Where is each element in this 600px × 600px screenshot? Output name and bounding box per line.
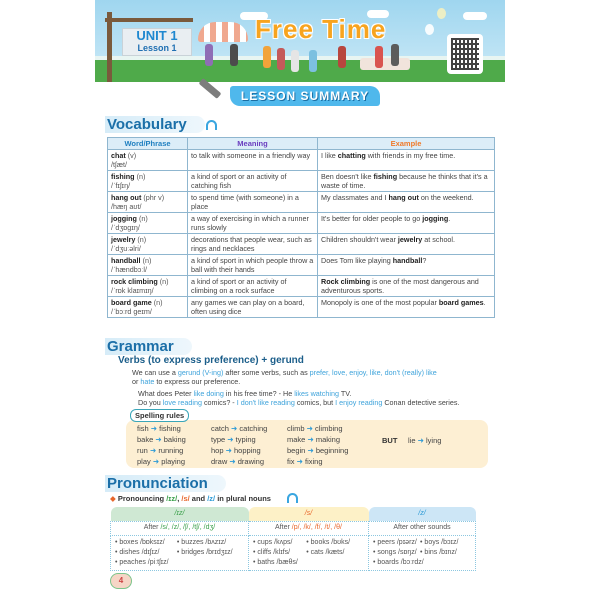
- table-row: [108, 213, 495, 234]
- balloon-icon: [437, 8, 446, 19]
- meaning-cell: a way of exercising in which a runner runs slowly: [188, 213, 318, 234]
- column-header-z: /z/: [369, 507, 476, 521]
- column-header-s: /s/: [249, 507, 369, 521]
- table-row: [108, 150, 495, 171]
- umbrella-illustration: [198, 22, 248, 42]
- table-row: [108, 276, 495, 297]
- meaning-cell: a kind of sport or an activity of climbing on a rock surface: [188, 276, 318, 297]
- arrow-right-icon: ➜: [150, 424, 158, 433]
- example-word: • songs /sɒŋz/: [373, 548, 417, 556]
- table-row: [108, 192, 495, 213]
- example-word: • cups /kʌps/: [253, 538, 293, 546]
- word-cell: jewelry (n) /ˈdʒuːəlri/: [108, 234, 188, 255]
- column-header-iz: /ɪz/: [111, 507, 249, 521]
- rule-z: After other sounds: [369, 521, 476, 535]
- spelling-item: fish ➜ fishing: [137, 424, 181, 433]
- unit-title: Free Time: [255, 14, 387, 44]
- example-word: • boards /bɔːrdz/: [373, 558, 424, 566]
- but-label: BUT: [382, 436, 398, 445]
- example-cell: Monopoly is one of the most popular board games.: [318, 297, 495, 318]
- example-cell: It's better for older people to go jogging.: [318, 213, 495, 234]
- column-header-example: Example: [318, 138, 495, 150]
- rule-iz: After /s/, /z/, /ʃ/, /tʃ/, /dʒ/: [111, 521, 249, 535]
- spelling-item: begin ➜ beginning: [287, 446, 349, 455]
- spelling-item: bake ➜ baking: [137, 435, 186, 444]
- word-cell: rock climbing (n) /ˈrɒk klaɪmɪŋ/: [108, 276, 188, 297]
- word-cell: hang out (phr v) /hæŋ aʊt/: [108, 192, 188, 213]
- rule-s: After /p/, /k/, /f/, /t/, /θ/: [249, 521, 369, 535]
- meaning-cell: a kind of sport in which people throw a ball with their hands: [188, 255, 318, 276]
- person-illustration: [205, 44, 213, 66]
- example-word: • bins /bɪnz/: [420, 548, 457, 556]
- example-word: • cats /kæts/: [306, 548, 345, 556]
- grammar-rule-line2: or hate to express our preference.: [132, 377, 241, 386]
- pronunciation-subheading: ◆ Pronouncing /ɪz/, /s/ and /z/ in plural nouns: [110, 494, 271, 503]
- arrow-right-icon: ➜: [231, 424, 238, 433]
- example-cell: Ben doesn't like fishing because he thinks that it's a waste of time.: [318, 171, 495, 192]
- grammar-example-2: Do you love reading comics? - I don't like reading comics, but I enjoy reading Conan detective series.: [138, 398, 460, 407]
- spelling-exception: lie ➜ lying: [408, 436, 442, 445]
- signpost: [107, 12, 112, 82]
- example-word: • bridges /brɪdʒɪz/: [176, 548, 233, 556]
- runner-illustration: [263, 46, 271, 68]
- arrow-right-icon: ➜: [306, 424, 313, 433]
- person-illustration: [230, 44, 238, 66]
- lesson-label: Lesson 1: [137, 43, 177, 53]
- person-illustration: [375, 46, 383, 68]
- arrow-right-icon: ➜: [227, 435, 234, 444]
- word-cell: handball (n) /ˈhændbɔːl/: [108, 255, 188, 276]
- examples-cell: [249, 535, 369, 570]
- word-cell: fishing (n) /ˈfɪʃɪŋ/: [108, 171, 188, 192]
- arrow-right-icon: ➜: [296, 457, 303, 466]
- example-word: • dishes /dɪʃɪz/: [115, 548, 160, 556]
- word-cell: chat (v) /tʃæt/: [108, 150, 188, 171]
- spelling-rules-label: Spelling rules: [130, 409, 189, 422]
- cloud-decoration: [463, 12, 487, 20]
- example-word: • books /bʊks/: [306, 538, 351, 546]
- example-cell: Does Tom like playing handball?: [318, 255, 495, 276]
- spelling-item: fix ➜ fixing: [287, 457, 323, 466]
- runner-illustration: [291, 50, 299, 72]
- unit-banner: [95, 0, 505, 82]
- example-word: • cliffs /klɪfs/: [253, 548, 291, 556]
- spelling-item: play ➜ playing: [137, 457, 186, 466]
- headphones-icon[interactable]: [287, 493, 298, 503]
- arrow-right-icon: ➜: [225, 446, 232, 455]
- example-cell: Rock climbing is one of the most dangerous and adventurous sports.: [318, 276, 495, 297]
- meaning-cell: a kind of sport or an activity of catching fish: [188, 171, 318, 192]
- spelling-item: hop ➜ hopping: [211, 446, 261, 455]
- vocabulary-table: [107, 137, 495, 318]
- meaning-cell: to spend time (with someone) in a place: [188, 192, 318, 213]
- arrow-right-icon: ➜: [229, 457, 236, 466]
- example-cell: My classmates and I hang out on the weekend.: [318, 192, 495, 213]
- example-word: • buzzes /bʌzɪz/: [176, 538, 227, 546]
- examples-cell: [369, 535, 476, 570]
- arrow-right-icon: ➜: [149, 446, 157, 455]
- grammar-rule-line1: We can use a gerund (V-ing) after some verbs, such as prefer, love, enjoy, like, don't (really) like: [132, 368, 437, 377]
- column-header-word: Word/Phrase: [108, 138, 188, 150]
- arrow-right-icon: ➜: [307, 446, 314, 455]
- spelling-item: draw ➜ drawing: [211, 457, 265, 466]
- balloon-icon: [425, 24, 434, 35]
- grass-decoration: [95, 60, 505, 82]
- column-header-meaning: Meaning: [188, 138, 318, 150]
- table-row: [108, 297, 495, 318]
- word-cell: board game (n) /ˈbɔːrd ɡeɪm/: [108, 297, 188, 318]
- person-illustration: [391, 44, 399, 66]
- runner-illustration: [277, 48, 285, 70]
- unit-label: UNIT 1: [136, 28, 178, 43]
- example-cell: I like chatting with friends in my free time.: [318, 150, 495, 171]
- qr-code-icon[interactable]: [447, 34, 483, 74]
- pronunciation-heading: Pronunciation: [105, 475, 226, 492]
- arrow-right-icon: ➜: [417, 436, 424, 445]
- meaning-cell: any games we can play on a board, often using dice: [188, 297, 318, 318]
- spelling-item: run ➜ running: [137, 446, 184, 455]
- picnic-illustration: [360, 58, 410, 70]
- grammar-example-1: What does Peter like doing in his free time? - He likes watching TV.: [138, 389, 352, 398]
- arrow-right-icon: ➜: [152, 457, 160, 466]
- example-word: • peers /pɪərz/: [373, 538, 417, 546]
- table-row: [108, 255, 495, 276]
- example-word: • boxes /bɒksɪz/: [115, 538, 165, 546]
- grammar-subheading: Verbs (to express preference) + gerund: [118, 355, 304, 366]
- table-row: [108, 234, 495, 255]
- unit-sign: [122, 28, 192, 56]
- examples-cell: [111, 535, 249, 570]
- spelling-item: catch ➜ catching: [211, 424, 268, 433]
- vocabulary-heading: Vocabulary: [105, 116, 205, 133]
- example-word: • peaches /piːtʃɪz/: [115, 558, 169, 566]
- spelling-item: type ➜ typing: [211, 435, 256, 444]
- grammar-heading: Grammar: [105, 338, 192, 355]
- arrow-right-icon: ➜: [155, 435, 162, 444]
- spelling-item: make ➜ making: [287, 435, 341, 444]
- word-cell: jogging (n) /ˈdʒɒɡɪŋ/: [108, 213, 188, 234]
- runner-illustration: [309, 50, 317, 72]
- arrow-right-icon: ➜: [307, 435, 314, 444]
- page-number: 4: [110, 573, 132, 589]
- pronunciation-table: [110, 507, 476, 571]
- lesson-summary-banner: LESSON SUMMARY: [230, 86, 380, 106]
- example-word: • baths /bæθs/: [253, 558, 298, 566]
- example-word: • boys /bɔɪz/: [420, 538, 459, 546]
- table-row: [108, 171, 495, 192]
- runner-illustration: [338, 46, 346, 68]
- spelling-item: climb ➜ climbing: [287, 424, 343, 433]
- meaning-cell: to talk with someone in a friendly way: [188, 150, 318, 171]
- example-cell: Children shouldn't wear jewelry at school.: [318, 234, 495, 255]
- headphones-icon[interactable]: [206, 120, 217, 130]
- meaning-cell: decorations that people wear, such as rings and necklaces: [188, 234, 318, 255]
